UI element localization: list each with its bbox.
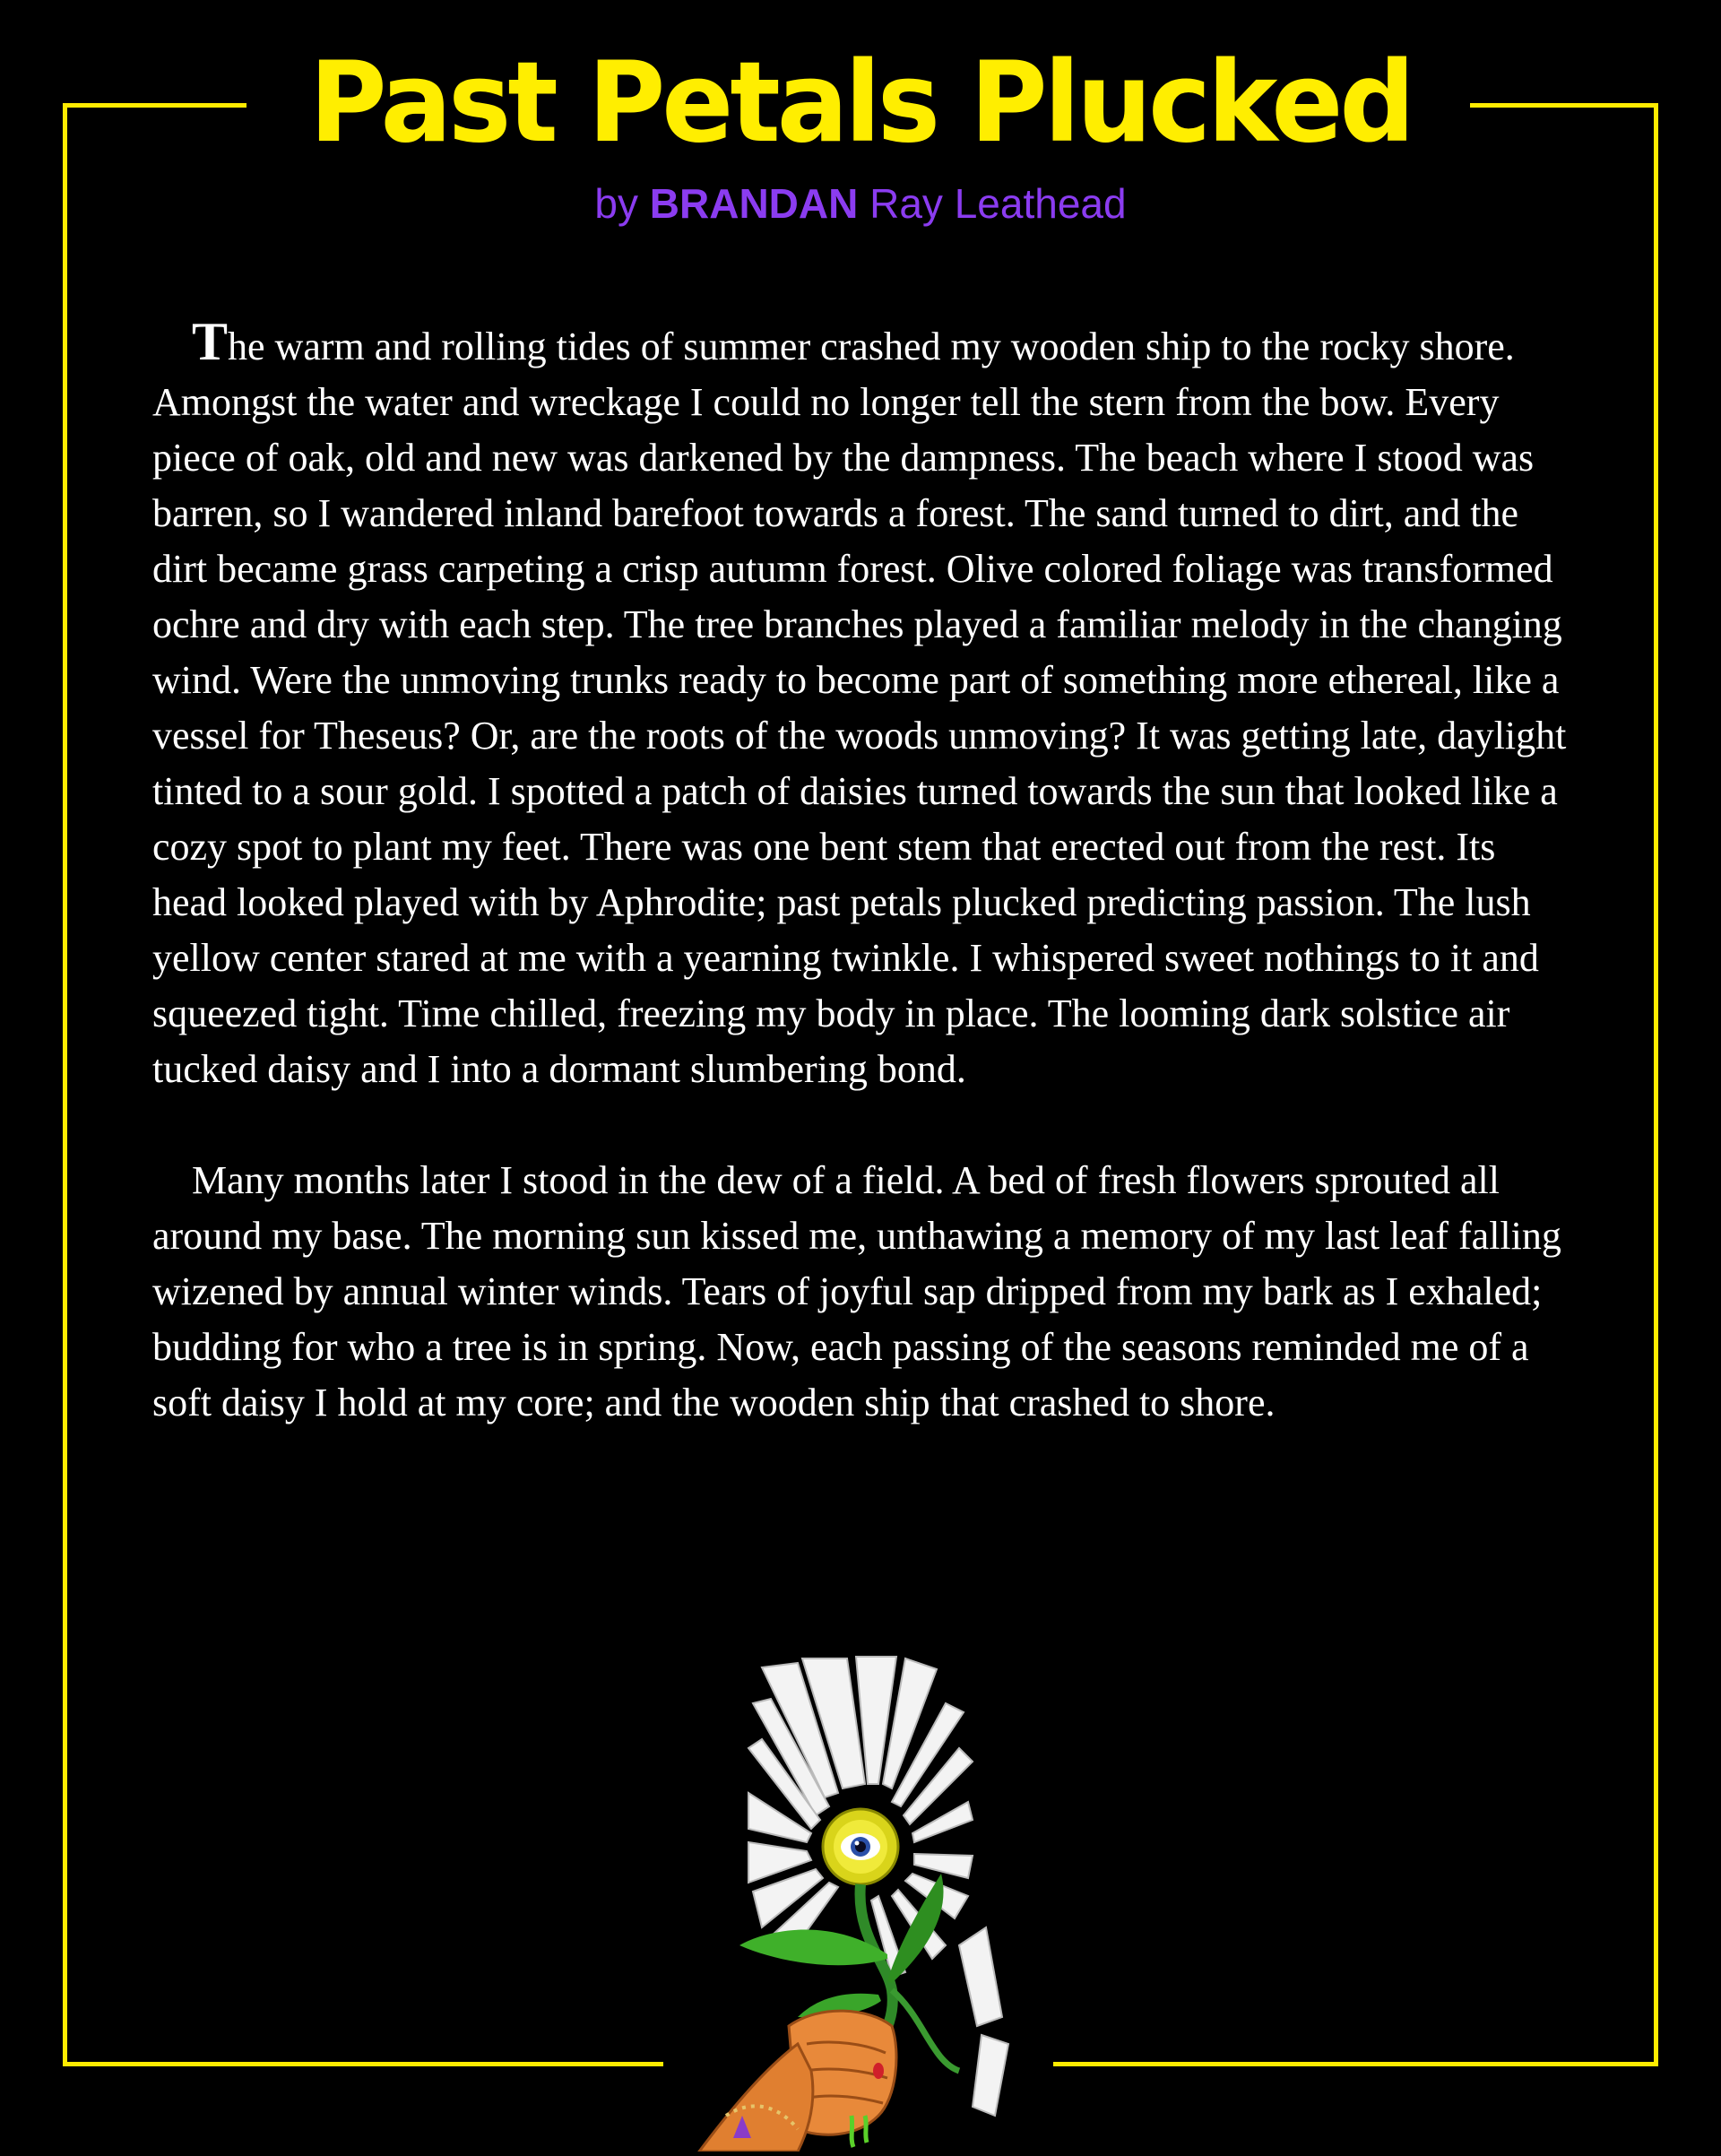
frame-left bbox=[63, 103, 67, 2066]
forearm bbox=[699, 2044, 813, 2152]
story-body bbox=[152, 314, 1578, 1486]
frame-bottom-left bbox=[63, 2062, 663, 2066]
byline bbox=[0, 179, 1721, 228]
frame-bottom-right bbox=[1053, 2062, 1658, 2066]
author-rest-name: Ray Leathead bbox=[869, 180, 1127, 227]
paragraph-2-text: Many months later I stood in the dew of a field. A bed of fresh flowers sprouted all around my base. The morning sun kissed me, unthawing a memory of my last leaf falling wizened by annual winter winds. Tears of joyful sap dripped from my bark as I exhaled; budding for who a tree is in spring. Now, each passing of the seasons reminded me of a soft daisy I hold at my core; and the wooden ship that crashed to shore. bbox=[152, 1158, 1561, 1424]
paragraph-1-text: he warm and rolling tides of summer crashed my wooden ship to the rocky shore. Amongst the water and wreckage I could no longer tell the stern from the bow. Every piece of oak, old and new was darkened by the dampness. The beach where I stood was barren, so I wandered inland barefoot towards a forest. The sand turned to dirt, and the dirt became grass carpeting a crisp autumn forest. Olive colored foliage was transformed ochre and dry with each step. The tree branches played a familiar melody in the changing wind. Were the unmoving trunks ready to become part of something more ethereal, like a vessel for Theseus? Or, are the roots of the woods unmoving? It was getting late, daylight tinted to a sour gold. I spotted a patch of daisies turned towards the sun that looked like a cozy spot to plant my feet. There was one bent stem that erected out from the rest. Its head looked played with by Aphrodite; past petals plucked predicting passion. The lush yellow center stared at me with a yearning twinkle. I whispered sweet nothings to it and squeezed tight. Time chilled, freezing my body in place. The looming dark solstice air tucked daisy and I into a dormant slumbering bond. bbox=[152, 325, 1567, 1091]
paragraph-1 bbox=[152, 314, 1578, 1097]
story-title: Past Petals Plucked bbox=[309, 37, 1412, 168]
byline-prefix: by bbox=[594, 180, 639, 227]
frame-right bbox=[1654, 103, 1658, 2066]
paragraph-2 bbox=[152, 1153, 1578, 1431]
author-first-name: BRANDAN bbox=[649, 180, 859, 227]
leaf-right bbox=[887, 1874, 944, 1983]
hand-holding-daisy-icon bbox=[663, 1649, 1058, 2156]
drop-cap: T bbox=[192, 312, 229, 371]
